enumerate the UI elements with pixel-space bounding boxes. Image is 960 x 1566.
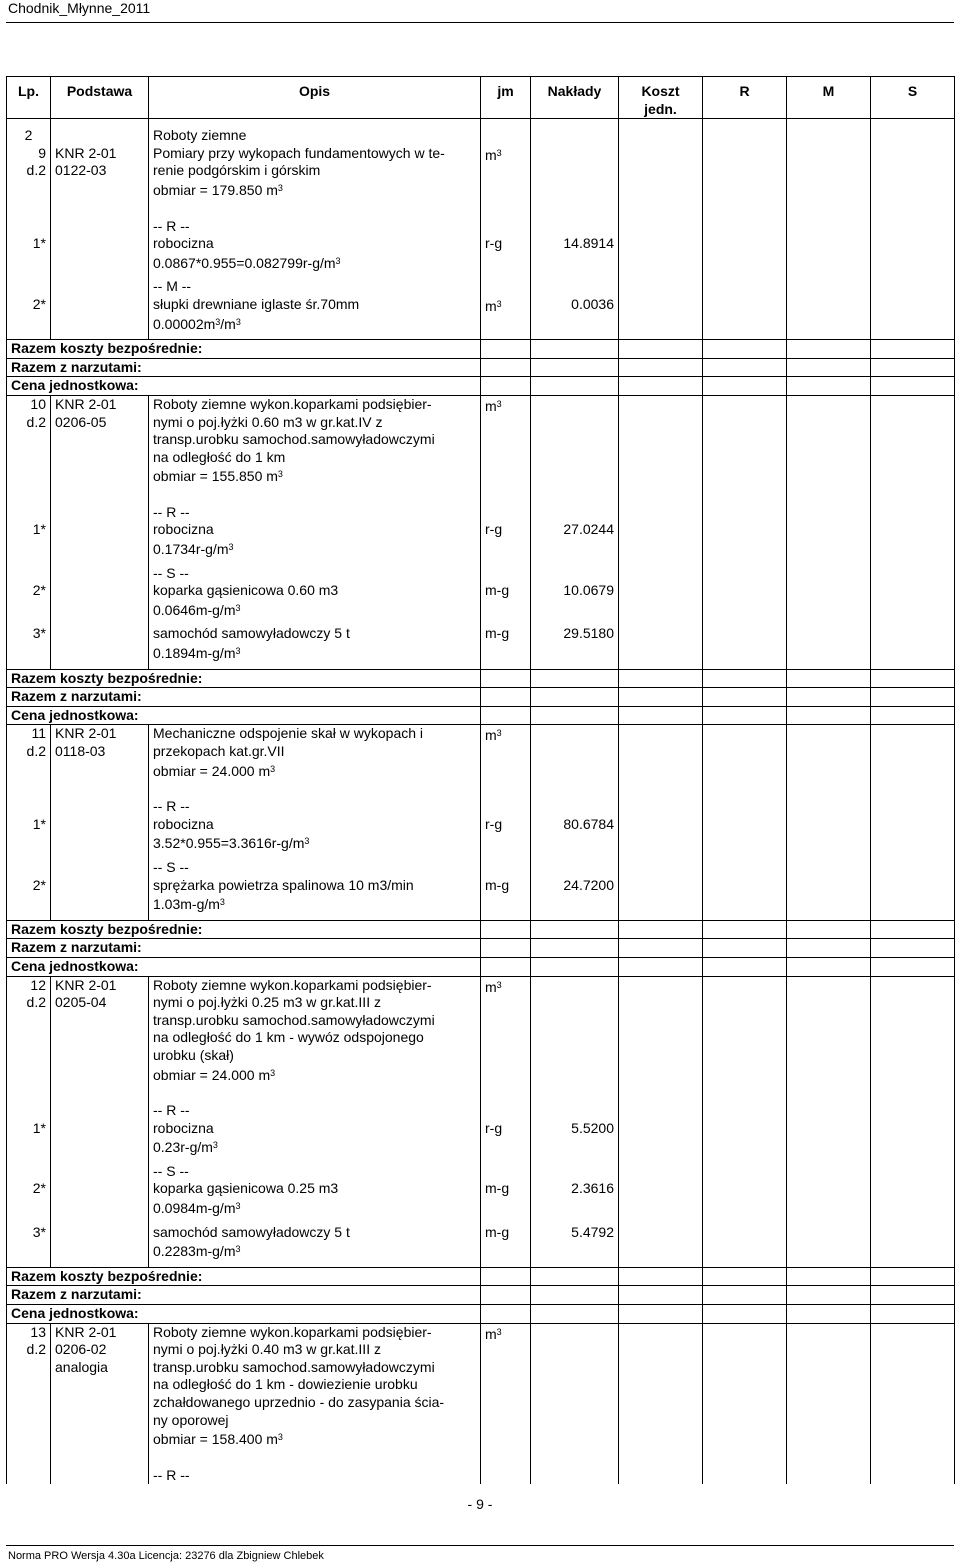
description-text: Roboty ziemne wykon.koparkami podsiębier- (153, 976, 432, 993)
superscript-3: 3 (219, 897, 225, 908)
superscript-3: 3 (277, 1432, 283, 1443)
summary-label: Razem z narzutami: (7, 939, 481, 958)
description-line (153, 1012, 476, 1030)
summary-label: Cena jednostkowa: (7, 957, 481, 976)
summary-label: Razem koszty bezpośrednie: (7, 1267, 481, 1286)
resource-row (7, 235, 955, 278)
resource-name: robocizna (153, 521, 214, 538)
superscript-3: 3 (335, 255, 341, 266)
resource-norm-text: 0.0867*0.955=0.082799r-g/m (153, 254, 336, 271)
position-lp-detail: d.2 (26, 994, 46, 1011)
table-body (7, 119, 955, 1485)
summary-row (7, 1267, 955, 1286)
summary-row (7, 688, 955, 707)
footer-license: Norma PRO Wersja 4.30a Licencja: 23276 dla Zbigniew Chlebek (8, 1550, 324, 1562)
resource-group-row (7, 565, 955, 583)
resource-norm-text: 0.1734r-g/m (153, 541, 229, 558)
header-divider (6, 22, 954, 23)
col-lp: Lp. (7, 77, 51, 119)
description-text: obmiar = 24.000 m (153, 762, 271, 779)
summary-label: Razem z narzutami: (7, 358, 481, 377)
description-line (153, 162, 476, 180)
resource-row (7, 816, 955, 859)
position-basis-note: analogia (55, 1358, 108, 1375)
resource-value: 24.7200 (563, 876, 614, 893)
resource-unit: r-g (485, 1119, 503, 1136)
resource-unit: r-g (485, 235, 503, 252)
resource-lp: 3* (32, 625, 46, 642)
resource-group-row (7, 218, 955, 236)
description-text: renie podgórskim i górskim (153, 162, 321, 179)
resource-norm-text: 0.2283m-g/m (153, 1243, 236, 1260)
description-line (153, 761, 476, 781)
superscript-3: 3 (277, 469, 283, 480)
position-basis: KNR 2-01 (55, 1323, 117, 1340)
superscript-3: 3 (277, 182, 283, 193)
resource-norm (153, 894, 476, 914)
superscript-3: 3 (496, 298, 502, 309)
position-row (7, 395, 955, 503)
summary-row (7, 706, 955, 725)
summary-row (7, 377, 955, 396)
position-lp: 9 (38, 144, 46, 161)
resource-group-row (7, 798, 955, 816)
position-lp: 10 (30, 395, 46, 412)
description-text: obmiar = 24.000 m (153, 1066, 271, 1083)
summary-row (7, 1286, 955, 1305)
description-line (153, 977, 476, 995)
resource-lp: 1* (32, 235, 46, 252)
page-number: - 9 - (467, 1496, 493, 1512)
superscript-3: 3 (270, 763, 276, 774)
resource-lp: 2* (32, 582, 46, 599)
resource-value: 14.8914 (563, 235, 614, 252)
resource-unit: r-g (485, 521, 503, 538)
position-unit: m (485, 1325, 497, 1342)
resource-unit: m-g (485, 1223, 510, 1240)
description-line (153, 145, 476, 163)
resource-norm (153, 1198, 476, 1218)
resource-lp: 1* (32, 1119, 46, 1136)
superscript-3: 3 (235, 1201, 241, 1212)
superscript-3: 3 (235, 602, 241, 613)
resource-value: 10.0679 (563, 582, 614, 599)
col-koszt-sub: jedn. (644, 100, 677, 117)
resource-group: -- R -- (153, 1466, 190, 1483)
resource-group: -- S -- (153, 1162, 189, 1179)
resource-group-row (7, 504, 955, 522)
cost-estimate-table (6, 76, 955, 1484)
description-text: Pomiary przy wykopach fundamentowych w te- (153, 144, 445, 161)
position-unit: m (485, 146, 497, 163)
position-row (7, 725, 955, 798)
superscript-3: 3 (235, 1244, 241, 1255)
description-text: przekopach kat.gr.VII (153, 743, 285, 759)
col-r: R (703, 77, 787, 119)
col-s: S (871, 77, 955, 119)
description-text: transp.urobku samochod.samowyładowczymi (153, 1011, 435, 1028)
resource-group: -- S -- (153, 858, 189, 875)
resource-value: 5.4792 (571, 1223, 614, 1240)
description-text: nymi o poj.łyżki 0.60 m3 w gr.kat.IV z (153, 413, 383, 430)
position-basis-code: 0206-05 (55, 413, 107, 430)
resource-unit: r-g (485, 815, 503, 832)
superscript-3: 3 (496, 147, 502, 158)
resource-norm-text: 0.1894m-g/m (153, 645, 236, 662)
resource-norm (153, 314, 476, 334)
position-unit: m (485, 727, 497, 744)
position-basis: KNR 2-01 (55, 976, 117, 993)
resource-norm (153, 539, 476, 559)
resource-row (7, 1224, 955, 1268)
col-opis: Opis (149, 77, 481, 119)
description-text: obmiar = 155.850 m (153, 468, 278, 485)
description-line (153, 1394, 476, 1412)
description-text: Mechaniczne odspojenie skał w wykopach i (153, 725, 424, 742)
position-unit: m (485, 978, 497, 995)
description-line (153, 1324, 476, 1342)
description-text: Roboty ziemne wykon.koparkami podsiębier- (153, 1323, 432, 1340)
resource-norm (153, 600, 476, 620)
superscript-3: 3 (496, 1326, 502, 1337)
description-text: na odległość do 1 km (153, 448, 286, 465)
superscript-3: 3 (235, 646, 241, 657)
summary-label: Cena jednostkowa: (7, 706, 481, 725)
resource-group: -- R -- (153, 798, 190, 815)
resource-value: 29.5180 (563, 625, 614, 642)
position-row (7, 145, 955, 218)
description-text: ny oporowej (153, 1411, 229, 1428)
resource-unit: m-g (485, 1180, 510, 1197)
position-basis: KNR 2-01 (55, 395, 117, 412)
position-basis-code: 0205-04 (55, 994, 107, 1011)
position-lp-detail: d.2 (26, 743, 46, 759)
resource-group: -- R -- (153, 217, 190, 234)
description-text: nymi o poj.łyżki 0.40 m3 w gr.kat.III z (153, 1341, 381, 1358)
resource-norm-text: 0.0646m-g/m (153, 601, 236, 618)
superscript-3: 3 (235, 316, 241, 327)
description-line (153, 1065, 476, 1085)
superscript-3: 3 (212, 1140, 218, 1151)
resource-lp: 1* (32, 815, 46, 832)
resource-norm-text: 0.00002m (153, 315, 216, 332)
position-basis-code: 0206-02 (55, 1341, 107, 1358)
description-text: na odległość do 1 km - wywóz odspojonego (153, 1029, 424, 1046)
resource-row (7, 625, 955, 669)
resource-name: samochód samowyładowczy 5 t (153, 625, 350, 642)
resource-norm-text: 3.52*0.955=3.3616r-g/m (153, 835, 305, 852)
description-line (153, 466, 476, 486)
resource-name: robocizna (153, 1119, 214, 1136)
description-line (153, 180, 476, 200)
resource-row (7, 582, 955, 625)
resource-norm (153, 643, 476, 663)
description-line (153, 449, 476, 467)
position-lp-detail: d.2 (26, 162, 46, 179)
resource-name: sprężarka powietrza spalinowa 10 m3/min (153, 876, 414, 893)
resource-group: -- S -- (153, 564, 189, 581)
description-text: urobku (skał) (153, 1046, 234, 1063)
description-line (153, 1341, 476, 1359)
position-row (7, 976, 955, 1102)
position-basis: KNR 2-01 (55, 144, 117, 161)
section-title: Roboty ziemne (149, 119, 481, 145)
description-text: obmiar = 179.850 m (153, 181, 278, 198)
resource-lp: 2* (32, 876, 46, 893)
resource-row (7, 296, 955, 340)
description-line (153, 414, 476, 432)
position-basis: KNR 2-01 (55, 725, 117, 742)
summary-row (7, 939, 955, 958)
description-text: Roboty ziemne wykon.koparkami podsiębier- (153, 395, 432, 412)
resource-norm-text: 0.23r-g/m (153, 1139, 213, 1156)
resource-group-row (7, 859, 955, 877)
resource-name: słupki drewniane iglaste śr.70mm (153, 295, 360, 312)
resource-norm-text: 1.03m-g/m (153, 896, 220, 913)
position-basis-code: 0122-03 (55, 162, 107, 179)
resource-group-row (7, 278, 955, 296)
summary-label: Cena jednostkowa: (7, 377, 481, 396)
description-line (153, 743, 476, 761)
superscript-3: 3 (215, 316, 221, 327)
resource-norm (153, 253, 476, 273)
description-line (153, 1429, 476, 1449)
resource-group-row (7, 1467, 955, 1485)
description-line (153, 431, 476, 449)
position-row (7, 1323, 955, 1467)
resource-lp: 2* (32, 295, 46, 312)
resource-value: 5.5200 (571, 1119, 614, 1136)
resource-norm (153, 1241, 476, 1261)
summary-label: Razem koszty bezpośrednie: (7, 340, 481, 359)
position-lp-detail: d.2 (26, 413, 46, 430)
summary-row (7, 1305, 955, 1324)
description-line (153, 1047, 476, 1065)
resource-row (7, 877, 955, 921)
resource-value: 2.3616 (571, 1180, 614, 1197)
summary-label: Razem koszty bezpośrednie: (7, 920, 481, 939)
description-line (153, 725, 476, 743)
resource-unit: m-g (485, 876, 510, 893)
resource-norm-unit: /m (220, 315, 236, 332)
resource-row (7, 521, 955, 564)
resource-unit: m (485, 297, 497, 314)
resource-group-row (7, 1102, 955, 1120)
col-podstawa: Podstawa (51, 77, 149, 119)
resource-name: robocizna (153, 815, 214, 832)
resource-name: robocizna (153, 235, 214, 252)
resource-norm (153, 833, 476, 853)
resource-group: -- R -- (153, 503, 190, 520)
resource-name: koparka gąsienicowa 0.60 m3 (153, 582, 339, 599)
summary-row (7, 669, 955, 688)
description-text: transp.urobku samochod.samowyładowczymi (153, 1358, 435, 1375)
position-lp: 12 (30, 976, 46, 993)
position-basis-code: 0118-03 (55, 743, 106, 759)
description-line (153, 1376, 476, 1394)
description-line (153, 1359, 476, 1377)
resource-group: -- M -- (153, 278, 192, 295)
resource-group-row (7, 1163, 955, 1181)
superscript-3: 3 (304, 836, 310, 847)
resource-value: 0.0036 (571, 295, 614, 312)
superscript-3: 3 (496, 728, 502, 739)
summary-label: Razem z narzutami: (7, 688, 481, 707)
resource-value: 27.0244 (563, 521, 614, 538)
summary-label: Razem z narzutami: (7, 1286, 481, 1305)
col-m: M (787, 77, 871, 119)
resource-group: -- R -- (153, 1102, 190, 1119)
footer-divider (6, 1545, 954, 1546)
description-text: zchałdowanego uprzednio - do zasypania ścia- (153, 1394, 445, 1410)
resource-row (7, 1180, 955, 1223)
summary-row (7, 920, 955, 939)
description-text: transp.urobku samochod.samowyładowczymi (153, 431, 435, 448)
summary-row (7, 358, 955, 377)
position-lp: 13 (30, 1323, 46, 1340)
resource-norm-text: 0.0984m-g/m (153, 1200, 236, 1217)
summary-row (7, 340, 955, 359)
description-line (153, 994, 476, 1012)
resource-lp: 3* (32, 1223, 46, 1240)
section-lp: 2 (7, 119, 51, 145)
col-naklady: Nakłady (531, 77, 619, 119)
table-header-row (7, 77, 955, 119)
col-koszt-label: Koszt (641, 83, 680, 99)
summary-label: Razem koszty bezpośrednie: (7, 669, 481, 688)
col-jm: jm (481, 77, 531, 119)
resource-unit: m-g (485, 625, 510, 642)
resource-lp: 2* (32, 1180, 46, 1197)
superscript-3: 3 (496, 398, 502, 409)
description-text: obmiar = 158.400 m (153, 1431, 278, 1448)
superscript-3: 3 (270, 1067, 276, 1078)
section-row (7, 119, 955, 145)
description-text: na odległość do 1 km - dowiezienie urobku (153, 1376, 418, 1393)
description-line (153, 396, 476, 414)
col-koszt (619, 77, 703, 119)
resource-unit: m-g (485, 582, 510, 599)
summary-label: Cena jednostkowa: (7, 1305, 481, 1324)
position-lp: 11 (31, 725, 46, 742)
resource-name: koparka gąsienicowa 0.25 m3 (153, 1180, 339, 1197)
position-lp-detail: d.2 (26, 1341, 46, 1358)
position-unit: m (485, 397, 497, 414)
resource-name: samochód samowyładowczy 5 t (153, 1223, 350, 1240)
summary-row (7, 957, 955, 976)
description-line (153, 1412, 476, 1430)
resource-norm (153, 1137, 476, 1157)
resource-row (7, 1120, 955, 1163)
resource-lp: 1* (32, 521, 46, 538)
document-title: Chodnik_Młynne_2011 (8, 0, 151, 16)
superscript-3: 3 (496, 979, 502, 990)
description-line (153, 1029, 476, 1047)
superscript-3: 3 (228, 542, 234, 553)
resource-value: 80.6784 (563, 815, 614, 832)
description-text: nymi o poj.łyżki 0.25 m3 w gr.kat.III z (153, 994, 381, 1011)
